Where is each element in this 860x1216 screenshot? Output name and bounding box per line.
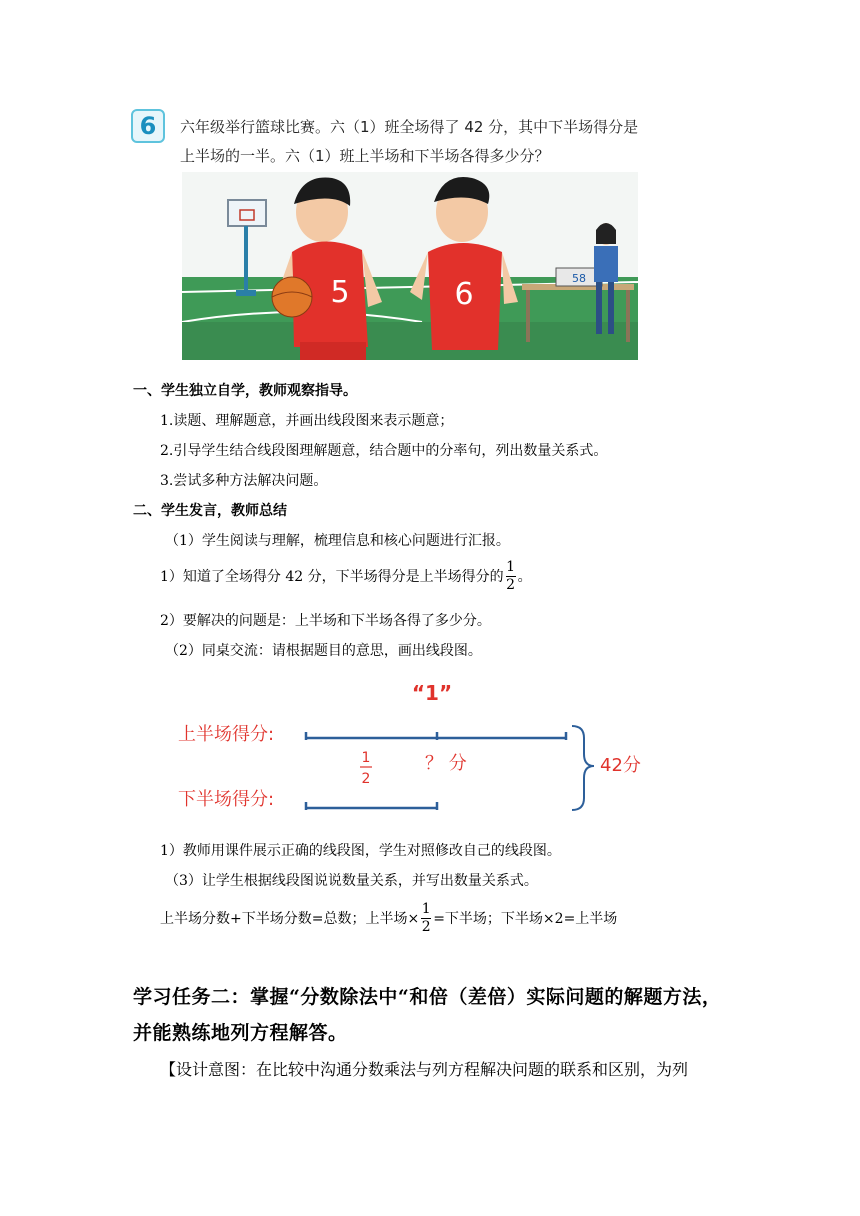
diagram-fraction-denominator: 2	[361, 771, 371, 787]
line-segment-diagram	[170, 680, 650, 820]
equation-text-part-2: =下半场；下半场×2=上半场	[433, 911, 618, 928]
section-2-paragraph-1: （1）学生阅读与理解，梳理信息和核心问题进行汇报。	[165, 533, 510, 549]
problem-text-line-2: 上半场的一半。六（1）班上半场和下半场各得多少分？	[180, 147, 550, 165]
relationship-equations	[160, 902, 617, 934]
section-1-item-3: 3.尝试多种方法解决问题。	[160, 473, 328, 489]
relationship-paragraph: （3）让学生根据线段图说说数量关系，并写出数量关系式。	[165, 873, 538, 889]
section-2-title: 二、学生发言，教师总结	[133, 503, 287, 519]
teacher-demo-paragraph: 1）教师用课件展示正确的线段图，学生对照修改自己的线段图。	[160, 843, 561, 859]
section-2-paragraph-2	[160, 560, 532, 592]
section-1-title: 一、学生独立自学，教师观察指导。	[133, 383, 357, 399]
task-2-heading-line-1: 学习任务二：掌握“分数除法中“和倍（差倍）实际问题的解题方法，	[133, 986, 722, 1008]
lower-half-label: 下半场得分:	[178, 789, 275, 810]
paragraph-2-text: 1）知道了全场得分 42 分，下半场得分是上半场得分的	[160, 569, 504, 586]
basketball-illustration	[182, 172, 638, 360]
design-intent-paragraph: 【设计意图：在比较中沟通分数乘法与列方程解决问题的联系和区别，为列	[160, 1060, 689, 1079]
section-2-paragraph-3: 2）要解决的问题是：上半场和下半场各得了多少分。	[160, 613, 491, 629]
problem-text-line-1: 六年级举行篮球比赛。六（1）班全场得了 42 分，其中下半场得分是	[180, 118, 639, 136]
jersey-number-5: 5	[330, 275, 350, 310]
jersey-number-6: 6	[454, 277, 474, 312]
equation-text-part-1: 上半场分数+下半场分数=总数；上半场×	[160, 911, 420, 928]
one-half-fraction: $\frac{1}{2}$	[506, 559, 516, 593]
equation-one-half-fraction: $\frac{1}{2}$	[421, 901, 431, 935]
upper-half-label: 上半场得分:	[178, 724, 275, 745]
section-1-item-2: 2.引导学生结合线段图理解题意，结合题中的分率句，列出数量关系式。	[160, 443, 608, 459]
total-brace	[572, 726, 594, 810]
section-1-item-1: 1.读题、理解题意，并画出线段图来表示题意；	[160, 413, 454, 429]
diagram-fraction-numerator: 1	[361, 750, 371, 766]
total-label: 42分	[600, 755, 641, 776]
unit-one-label: “1”	[411, 681, 453, 705]
section-2-paragraph-4: （2）同桌交流：请根据题目的意思，画出线段图。	[165, 643, 482, 659]
scoreboard-score: 58	[572, 272, 586, 285]
question-mark-label: ？ 分	[425, 753, 467, 774]
task-2-heading-line-2: 并能熟练地列方程解答。	[133, 1022, 348, 1044]
paragraph-2-end: 。	[517, 569, 532, 586]
problem-number-badge: 6	[131, 109, 165, 143]
